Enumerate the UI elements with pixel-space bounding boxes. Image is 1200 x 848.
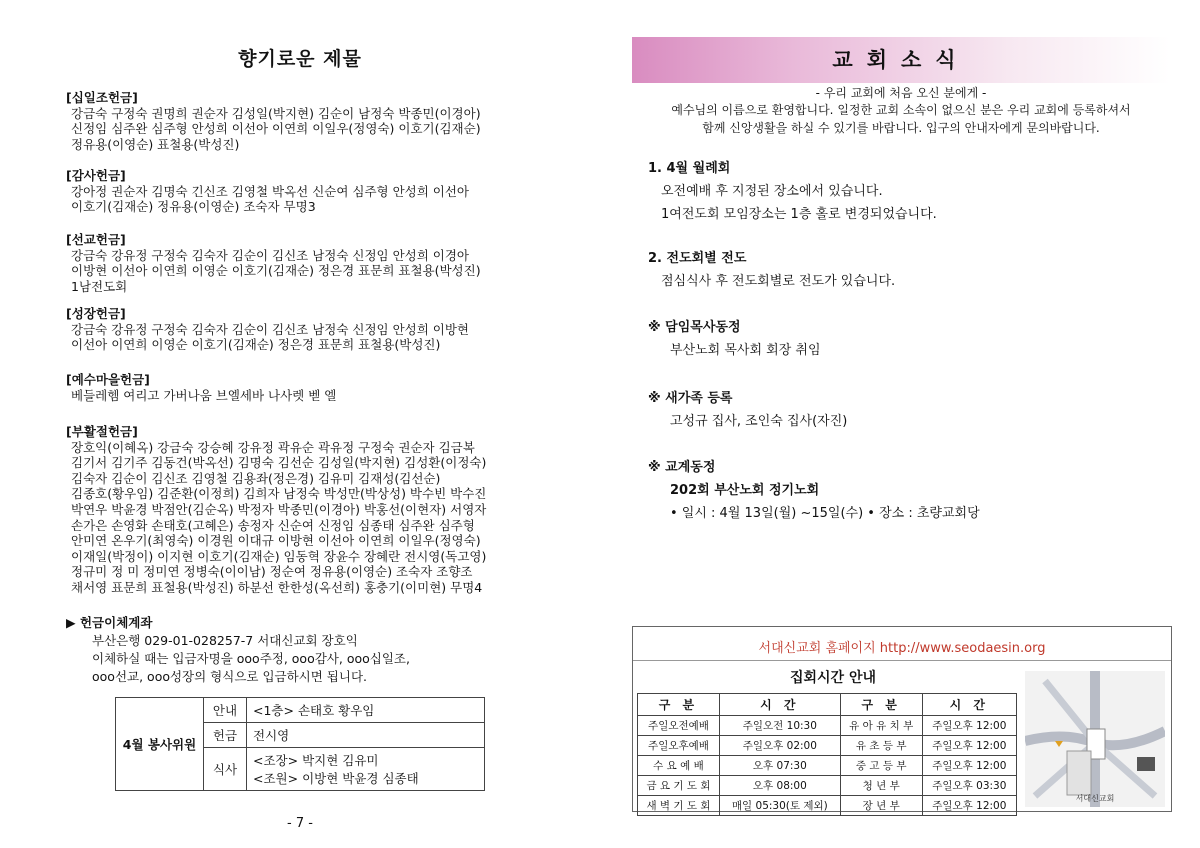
volunteer-names: <조원> 이방현 박윤경 심종태 [253, 771, 419, 786]
transfer-heading: ▶ 헌금이체계좌 [66, 615, 153, 630]
volunteers-label: 4월 봉사위원 [116, 698, 204, 791]
schedule-table [637, 693, 1017, 816]
donor-line: 김숙자 김순이 김신조 김영철 김용좌(정은경) 김유미 김재성(김선순) [71, 470, 441, 486]
transfer-line: ooo선교, ooo성장의 형식으로 입금하시면 됩니다. [92, 669, 368, 684]
homepage-link[interactable]: 서대신교회 홈페이지 http://www.seodaesin.org [758, 641, 1046, 656]
donor-line: 장호익(이혜옥) 강금숙 강승혜 강유정 곽유순 곽유정 구정숙 권순자 김금복 [71, 439, 475, 455]
volunteer-names: 전시영 [247, 723, 485, 748]
welcome-line: 함께 신앙생활을 하실 수 있기를 바랍니다. 입구의 안내자에게 문의바랍니다. [702, 121, 1100, 135]
volunteer-names: <1층> 손태호 황우임 [247, 698, 485, 723]
divider [633, 660, 1171, 661]
volunteers-table [115, 697, 485, 791]
transfer-account [66, 614, 536, 686]
volunteer-role: 식사 [204, 748, 247, 791]
section-growth [66, 306, 536, 353]
volunteer-role: 안내 [204, 698, 247, 723]
table-row [638, 776, 1017, 796]
news-line: 점심식사 후 전도회별로 전도가 있습니다. [661, 274, 896, 289]
donor-line: 박연우 박윤경 박점안(김순옥) 박정자 박종민(이경아) 박홍선(이현자) 서영자 [71, 501, 487, 517]
news-line: 부산노회 목사회 회장 취임 [670, 343, 821, 358]
section-village [66, 372, 536, 403]
table-row [638, 716, 1017, 736]
schedule-cell: 주일오후 02:00 [719, 736, 840, 756]
schedule-header: 구 분 [840, 694, 922, 716]
section-heading: [부활절헌금] [66, 424, 138, 439]
schedule-cell: 주일오후 12:00 [922, 756, 1016, 776]
schedule-cell: 유 초 등 부 [840, 736, 922, 756]
section-heading: [성장헌금] [66, 306, 126, 321]
transfer-line: 이체하실 때는 입금자명을 ooo주정, ooo감사, ooo십일조, [92, 651, 410, 666]
news-heading: 1. 4월 월례회 [648, 161, 731, 176]
schedule-cell: 새 벽 기 도 회 [638, 796, 720, 816]
news-detail: • 일시 : 4월 13일(월) ~15일(수) • 장소 : 초량교회당 [670, 506, 980, 521]
church-news-banner: 교회소식 [632, 37, 1170, 83]
donor-line: 강금숙 구정숙 권명희 권순자 김성일(박지현) 김순이 남정숙 박종민(이경아) [71, 105, 481, 121]
donor-line: 안미연 온우기(최영숙) 이경원 이대규 이방현 이선아 이연희 이일우(정영숙) [71, 533, 481, 549]
news-item-pastor [648, 316, 1168, 362]
table-row [638, 796, 1017, 816]
welcome-heading: - 우리 교회에 처음 오신 분에게 - [815, 86, 987, 100]
donor-line: 이재일(박정이) 이지현 이호기(김재순) 임동혁 장윤수 장혜란 전시영(독고영) [71, 548, 487, 564]
table-row [638, 756, 1017, 776]
volunteer-role: 헌금 [204, 723, 247, 748]
schedule-cell: 오후 08:00 [719, 776, 840, 796]
schedule-cell: 주일오후예배 [638, 736, 720, 756]
schedule-cell: 주일오후 03:30 [922, 776, 1016, 796]
donor-line: 이방현 이선아 이연희 이영순 이호기(김재순) 정은경 표문희 표철용(박성진) [71, 263, 481, 279]
schedule-cell: 수 요 예 배 [638, 756, 720, 776]
news-heading: ※ 새가족 등록 [648, 391, 733, 406]
schedule-cell: 매일 05:30(토 제외) [719, 796, 840, 816]
schedule-header: 시 간 [922, 694, 1016, 716]
schedule-cell: 유 아 유 치 부 [840, 716, 922, 736]
map-church-label: 서대신교회 [1075, 794, 1115, 803]
section-heading: [예수마을헌금] [66, 372, 150, 387]
news-heading: 2. 전도회별 전도 [648, 251, 747, 266]
donor-line: 1남전도회 [71, 278, 128, 294]
news-heading: ※ 교계동정 [648, 460, 716, 475]
page-title-offerings: 향기로운 제물 [238, 48, 362, 70]
donor-line: 강아정 권순자 김명숙 긴신조 김영철 박옥선 신순여 심주형 안성희 이선아 [71, 183, 470, 199]
news-item-denomination [648, 456, 1168, 525]
news-heading: ※ 담임목사동정 [648, 320, 741, 335]
transfer-line: 부산은행 029-01-028257-7 서대신교회 장호익 [92, 633, 358, 648]
donor-line: 이호기(김재순) 정유용(이영순) 조숙자 무명3 [71, 199, 316, 215]
news-item-monthly-meeting [648, 157, 1168, 226]
section-heading: [십일조헌금] [66, 90, 138, 105]
meeting-times-title: 집회시간 안내 [789, 670, 877, 686]
section-tithe [66, 90, 536, 152]
donor-line: 베들레헴 여리고 가버나움 브엘세바 나사렛 벧 엘 [71, 387, 337, 403]
donor-line: 김종호(황우임) 김준환(이정희) 김희자 남정숙 박성만(박상성) 박수빈 박수진 [71, 486, 487, 502]
volunteer-names-cell [247, 748, 485, 791]
section-heading: [선교헌금] [66, 232, 126, 247]
donor-line: 손가은 손영화 손태호(고혜은) 송정자 신순여 신정임 심종태 심주완 심주형 [71, 517, 475, 533]
location-map-image [1025, 671, 1165, 807]
donor-line: 정규미 정 미 정미연 정병숙(이이남) 정순여 정유용(이영순) 조숙자 조향조 [71, 564, 473, 580]
section-heading: [감사헌금] [66, 168, 126, 183]
volunteer-names: <조장> 박지현 김유미 [253, 753, 379, 768]
schedule-cell: 주일오후 12:00 [922, 716, 1016, 736]
donor-line: 강금숙 강유정 구정숙 김숙자 김순이 김신조 남정숙 신정임 안성희 이경아 [71, 247, 470, 263]
schedule-header: 구 분 [638, 694, 720, 716]
donor-line: 신정임 심주완 심주형 안성희 이선아 이연희 이일우(정영숙) 이호기(김재순) [71, 121, 481, 137]
news-line: 202회 부산노회 정기노회 [670, 483, 820, 498]
schedule-cell: 주일오전 10:30 [719, 716, 840, 736]
donor-line: 정유용(이영순) 표철용(박성진) [71, 136, 240, 152]
news-line: 고성규 집사, 조인숙 집사(자진) [670, 414, 848, 429]
schedule-cell: 주일오전예배 [638, 716, 720, 736]
news-line: 오전예배 후 지정된 장소에서 있습니다. [661, 184, 883, 199]
donor-line: 채서영 표문희 표철용(박성진) 하분선 한한성(옥선희) 홍충기(이미현) 무명4 [71, 579, 483, 595]
section-thanks [66, 168, 536, 215]
donor-line: 강금숙 강유정 구정숙 김숙자 김순이 김신조 남정숙 신정임 안성희 이방현 [71, 321, 470, 337]
section-mission [66, 232, 536, 294]
news-item-new-family [648, 387, 1168, 433]
section-easter [66, 424, 536, 596]
welcome-line: 예수님의 이름으로 환영합니다. 일정한 교회 소속이 없으신 분은 우리 교회에 등록하셔서 [671, 103, 1131, 117]
schedule-cell: 중 고 등 부 [840, 756, 922, 776]
schedule-cell: 장 년 부 [840, 796, 922, 816]
service-info-box [632, 626, 1172, 812]
schedule-cell: 주일오후 12:00 [922, 796, 1016, 816]
schedule-cell: 청 년 부 [840, 776, 922, 796]
news-line: 1여전도회 모임장소는 1층 홀로 변경되었습니다. [661, 207, 937, 222]
schedule-cell: 금 요 기 도 회 [638, 776, 720, 796]
schedule-cell: 주일오후 12:00 [922, 736, 1016, 756]
table-row [638, 736, 1017, 756]
schedule-cell: 오후 07:30 [719, 756, 840, 776]
page-number: - 7 - [287, 816, 313, 831]
news-item-evangelism [648, 247, 1168, 293]
welcome-text [632, 101, 1170, 137]
schedule-header: 시 간 [719, 694, 840, 716]
donor-line: 김기서 김기주 김동건(박옥선) 김명숙 김선순 김성일(박지현) 김성환(이정숙) [71, 455, 487, 471]
donor-line: 이선아 이연희 이영순 이호기(김재순) 정은경 표문희 표철용(박성진) [71, 337, 441, 353]
